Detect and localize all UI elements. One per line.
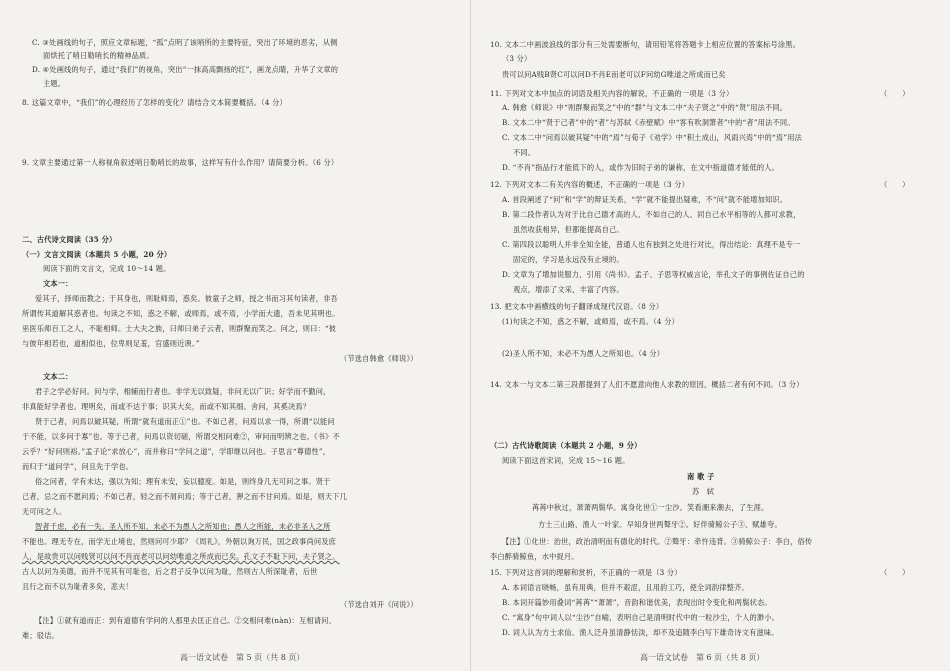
q7-option-d: D. ④处画线的句子，通过“我们”的视角，突出“一抹高高飘扬的红”，画龙点睛，升华了文章的	[32, 65, 339, 74]
text-1-line: 巫医乐师百工之人，不耻相师。士大夫之族，曰师曰弟子云者，则群聚而笑之。问之，则曰：“彼	[22, 324, 337, 333]
question-13-part-1: (1)句读之不知，惑之不解，或师焉，或不焉。（4 分）	[502, 317, 679, 326]
poem-line-2: 方士三山路，渔人一叶家。早知身世两聱牙②。好伴骑鲸公子③、赋雄夸。	[538, 520, 782, 529]
question-11: 11. 下列对文本中加点的词语及相关内容的解说，不正确的一项是（3 分）	[490, 89, 734, 98]
page-fold	[470, 0, 471, 671]
page-footer-left: 高一语文试卷 第 5 页（共 8 页）	[180, 653, 305, 662]
page-footer-right: 高一语文试卷 第 6 页（共 8 页）	[640, 653, 765, 662]
section-2b-heading: （二）古代诗歌阅读（本题共 2 小题，9 分）	[490, 441, 642, 450]
q12-option-b: B. 第二段作者认为对于比自己德才高的人、不如自己的人、同自己水平相等的人都可求教，	[502, 210, 801, 219]
q12-option-c-cont: 固定的，学习是永远没有止境的。	[513, 255, 624, 264]
text-2-line: 而归于“道问学”，问且先于学也。	[22, 462, 134, 471]
question-13-part-2: (2)圣人所不知，未必不为愚人之所知也。（4 分）	[502, 349, 665, 358]
q12-option-d-cont: 观点，增添了文采，丰富了内容。	[513, 285, 624, 294]
footnote: 【注】①就有道而正：到有道德有学问的人那里去匡正自己。②交相问难(nàn)：互相请问、	[35, 616, 336, 625]
q15-option-c: C. “寓身”句中词人以“尘沙”自喻，表明自己是清明时代中的一粒沙尘，个人的渺小。	[502, 613, 780, 622]
q11-option-a: A. 韩愈《师说》中“则群聚而笑之”中的“群”与文本二中“夫子贤之”中的“贤”用法不同。	[502, 103, 788, 112]
text-2-line-wavy: 人，是故贵可以问贱贤可以问不肖而老可以问幼唯道之所成而已矣。孔文子不耻下问，夫子贤之。	[22, 552, 340, 561]
poem-instruction: 阅读下面这首宋词，完成 15～16 题。	[502, 456, 630, 465]
right-page	[480, 0, 942, 671]
q11-option-d: D. “不肖”指品行才能低下的人，或作为旧时子弟的谦称，在文中指道德才能低的人。	[502, 163, 779, 172]
text-1-label: 文本一：	[43, 279, 73, 288]
q11-option-c: C. 文本二中“问焉以破其疑”中的“焉”与荀子《劝学》中“积土成山，风雨兴焉”中的“焉”用法	[502, 133, 802, 142]
section-2a-heading: （一）文言文阅读（本题共 5 小题，20 分）	[22, 250, 172, 259]
left-page	[0, 0, 462, 671]
text-2-line: 俗之问者，学有未达，强以为知；理有未安，妄以臆度。如是，则终身几无可问之事。贤于	[35, 477, 331, 486]
question-10-score: （3 分）	[502, 54, 532, 63]
q7-option-c-cont: 面烘托了哨日勒哨长的精神品质。	[43, 51, 154, 60]
text-1-source: （节选自韩愈《师说》）	[340, 354, 418, 363]
text-2-line: 智者千虑，必有一失。圣人所不知，未必不为愚人之所知也；愚人之所能，未必非圣人之所	[35, 522, 331, 531]
text-1-line: 爱其子，择师而教之；于其身也，则耻师焉，惑矣。彼童子之师，授之书而习其句读者，非吾	[35, 294, 338, 303]
text-2-label: 文本二：	[43, 372, 73, 381]
question-9: 9. 文章主要通过第一人称视角叙述哨日勒哨长的故事，这样写有什么作用？请简要分析。（6 分）	[22, 158, 339, 167]
poem-author: 苏 轼	[692, 487, 715, 496]
section-2-heading: 二、古代诗文阅读（35 分）	[22, 235, 117, 244]
poem-title: 南 歌 子	[687, 472, 715, 481]
text-2-line: 不能也。理无专在，而学无止境也，然则问可少耶？《周礼》，外朝以询万民，国之政事尚问及庶	[22, 537, 337, 546]
text-1-line: 所谓传其道解其惑者也。句读之不知，惑之不解，或师焉，或不焉，小学而大遗，吾未见其明也。	[22, 309, 340, 318]
question-15: 15. 下列对这首词的理解和赏析，不正确的一项是（3 分）	[490, 568, 682, 577]
text-2-line: 云乎？“好问则裕。”孟子论“求放心”，而并称曰“学问之道”，学即继以问也。子思言“尊德性”，	[22, 447, 331, 456]
q7-option-d-cont: 主题。	[43, 79, 66, 88]
q11-option-c-cont: 不同。	[513, 148, 536, 157]
text-2-source: （节选自刘开《问说》）	[340, 600, 418, 609]
q12-option-b-cont: 虽然收获相异，但都能提高自己。	[513, 225, 624, 234]
question-12: 12. 下列对文本二有关内容的概述，不正确的一项是（3 分）	[490, 180, 690, 189]
q12-option-d: D. 文章为了增加说服力，引用《尚书》、孟子、子思等权威言论，举孔文子的事例佐证自己的	[502, 270, 805, 279]
question-10-sentence: 贵可以问A贱B贤C可以问D不肖E而老可以F问幼G唯道之所成而已矣	[502, 70, 726, 79]
answer-paren: （ ）	[880, 180, 910, 189]
text-2-line: 君子之学必好问。问与学，相辅而行者也。非学无以致疑，非问无以广识；好学而不勤问，	[35, 387, 331, 396]
question-13: 13. 把文本中画横线的句子翻译成现代汉语。（8 分）	[490, 302, 664, 311]
answer-paren: （ ）	[880, 89, 910, 98]
text-2-line: 贤于己者，问焉以破其疑，所谓“就有道而正①”也。不如己者，问焉以求一得，所谓“以能问	[35, 417, 335, 426]
poem-line-1: 苒苒中秋过，萧萧两鬓华。寓身化世①一尘沙。笑看潮来潮去，了生涯。	[532, 503, 769, 512]
q7-option-c: C. ③处画线的句子，照应文章标题，“孤”点明了该哨所的主要特征，突出了环境的恶劣，从侧	[32, 38, 338, 47]
text-2-line: 且行之而不以为耻者多矣，悲夫！	[22, 582, 133, 591]
q15-option-d: D. 词人认为方士求仙、渔人泛舟虽清静恬淡，却不及追随李白写下雄奇诗文有滋味。	[502, 628, 779, 637]
text-2-line: 非真能好学者也。理明矣，而或不达于事；识其大矣，而或不知其细。舍问，其奚决焉？	[22, 402, 311, 411]
text-1-line: 与彼年相若也，道相似也，位卑则足羞，官盛则近谀。”	[22, 339, 200, 348]
q12-option-a: A. 首段阐述了“问”和“学”的辩证关系，“学”就不能提出疑难，不“问”就不能增加知识。	[502, 195, 788, 204]
question-10: 10. 文本二中画波浪线的部分有三处需要断句，请用铅笔将答题卡上相应位置的答案标号涂黑。	[490, 40, 801, 49]
q15-option-b: B. 本词开篇妙用叠词“苒苒”“萧萧”，音韵和谐优美，表现出时令变化和两鬓状态。	[502, 598, 772, 607]
q11-option-b: B. 文本二中“贤于己者”中的“者”与苏轼《赤壁赋》中“客有吹洞箫者”中的“者”用法不同。	[502, 118, 795, 127]
reading-instruction: 阅读下面的文言文，完成 10～14 题。	[43, 264, 171, 273]
footnote-cont: 难；驳诘。	[22, 631, 59, 640]
q12-option-c: C. 第四段以聪明人并非全知全能，普通人也有独到之处进行对比，得出结论：真理不是专一	[502, 240, 801, 249]
poem-footnote-cont: 李白醉骑鲸鱼，水中捉月。	[490, 552, 579, 561]
question-8: 8. 这篇文章中，“我们”的心理经历了怎样的变化？请结合文本简要概括。（4 分）	[22, 98, 287, 107]
text-2-line: 无可问之人。	[22, 507, 67, 516]
text-2-line: 古人以问为美德，而并不见其有可耻也，后之君子反争以问为耻，然则古人所深耻者，后世	[22, 567, 318, 576]
poem-footnote: 【注】①化世：治世，政治清明而有德化的时代。②聱牙：牵忤违背。③骑鲸公子：李白，俗传	[502, 537, 813, 546]
text-2-line: 己者，忌之而不愿问焉；不如己者，轻之而不屑问焉；等于己者，狎之而不甘问焉。如是，则天下几	[22, 492, 348, 501]
answer-paren: （ ）	[880, 568, 910, 577]
q15-option-a: A. 本词语言晓畅，虽有用典，但并不艰涩，且用韵工巧，使全词韵律整齐。	[502, 583, 749, 592]
question-14: 14. 文本一与文本二第三段都提到了人们不愿意向他人求教的原因，概括二者有何不同。（3 分）	[490, 380, 804, 389]
text-2-line: 于不能，以多问于寡”也。等于己者，问焉以资切磋，所谓交相问难②，审问而明辨之也。《书》不	[22, 432, 340, 441]
